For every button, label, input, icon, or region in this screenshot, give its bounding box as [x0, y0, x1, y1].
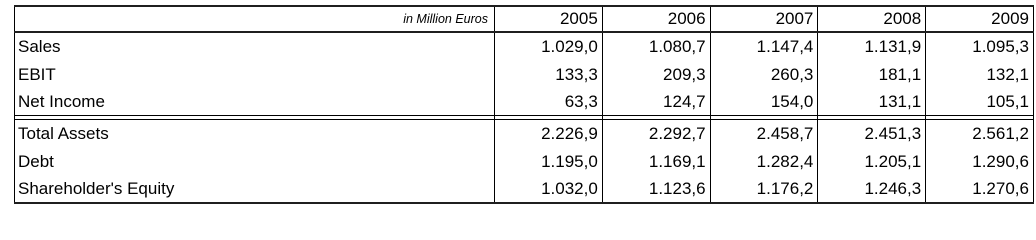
table-row-total-assets: [15, 120, 1034, 149]
row-label: Net Income: [15, 88, 495, 116]
year-header: 2005: [495, 6, 603, 32]
table-cell: 209,3: [602, 61, 710, 88]
table-cell: 2.292,7: [602, 120, 710, 149]
table-row-ebit: [15, 61, 1034, 88]
table-cell: 181,1: [818, 61, 926, 88]
table-cell: 132,1: [926, 61, 1034, 88]
row-label: Total Assets: [15, 120, 495, 149]
year-header: 2008: [818, 6, 926, 32]
unit-label: in Million Euros: [15, 6, 495, 32]
financial-table: [14, 5, 1034, 204]
table-row-sales: [15, 32, 1034, 61]
table-cell: 2.226,9: [495, 120, 603, 149]
table-cell: 2.561,2: [926, 120, 1034, 149]
table-cell: 1.176,2: [710, 175, 818, 203]
year-header: 2007: [710, 6, 818, 32]
table-cell: 1.080,7: [602, 32, 710, 61]
table-cell: 1.290,6: [926, 148, 1034, 175]
table-cell: 1.029,0: [495, 32, 603, 61]
table-cell: 1.246,3: [818, 175, 926, 203]
table-cell: 1.282,4: [710, 148, 818, 175]
table-cell: 105,1: [926, 88, 1034, 116]
table-cell: 1.095,3: [926, 32, 1034, 61]
financial-table-container: [14, 5, 1034, 204]
table-cell: 124,7: [602, 88, 710, 116]
table-cell: 2.458,7: [710, 120, 818, 149]
table-cell: 154,0: [710, 88, 818, 116]
row-label: Shareholder's Equity: [15, 175, 495, 203]
table-cell: 131,1: [818, 88, 926, 116]
table-row-net-income: [15, 88, 1034, 116]
table-cell: 1.270,6: [926, 175, 1034, 203]
table-cell: 1.032,0: [495, 175, 603, 203]
table-cell: 1.147,4: [710, 32, 818, 61]
table-cell: 1.205,1: [818, 148, 926, 175]
table-row-shareholders-equity: [15, 175, 1034, 203]
header-row: [15, 6, 1034, 32]
row-label: Sales: [15, 32, 495, 61]
table-cell: 1.131,9: [818, 32, 926, 61]
table-cell: 1.195,0: [495, 148, 603, 175]
table-cell: 2.451,3: [818, 120, 926, 149]
row-label: EBIT: [15, 61, 495, 88]
table-row-debt: [15, 148, 1034, 175]
table-cell: 260,3: [710, 61, 818, 88]
table-cell: 1.169,1: [602, 148, 710, 175]
year-header: 2006: [602, 6, 710, 32]
table-cell: 63,3: [495, 88, 603, 116]
year-header: 2009: [926, 6, 1034, 32]
table-cell: 1.123,6: [602, 175, 710, 203]
table-cell: 133,3: [495, 61, 603, 88]
row-label: Debt: [15, 148, 495, 175]
